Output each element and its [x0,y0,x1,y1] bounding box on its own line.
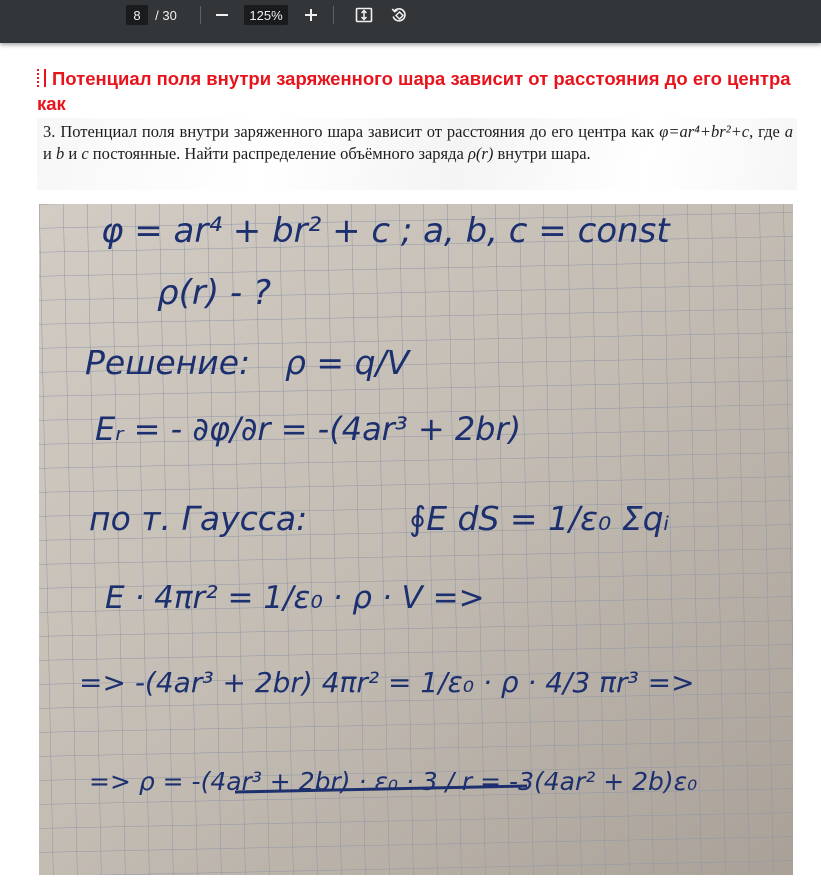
zoom-level-input[interactable]: 125% [244,5,288,25]
page-total: / 30 [155,7,177,23]
fit-to-page-button[interactable] [351,0,377,30]
hw-line-5-label: по т. Гаусса: [89,499,308,538]
problem-text-2: , где [749,122,780,141]
hw-line-2: ρ(r) - ? [157,273,272,313]
page-heading [37,66,797,116]
hw-line-3-formula: ρ = q/V [285,343,410,382]
problem-rho: ρ(r) [468,144,494,163]
problem-text-3: постоянные. Найти распределение объёмного заряда [92,144,464,163]
problem-formula: φ=ar⁴+br²+c [659,122,750,141]
problem-scan [37,118,797,190]
rotate-button[interactable] [386,0,412,30]
bullet-icon [37,69,46,87]
graph-paper [39,204,793,875]
hw-line-5-formula: ∮E dS = 1/ε₀ Σqᵢ [409,499,670,538]
hw-line-1: φ = ar⁴ + br² + c ; a, b, c = const [101,211,670,251]
problem-text-and2: и [68,144,78,163]
minus-icon [215,8,229,22]
toolbar-divider [200,6,201,24]
solution-photo [39,204,793,875]
problem-text-and: и [43,144,52,163]
fit-page-icon [355,6,373,24]
problem-var-c: c [81,144,89,163]
problem-text-1: Потенциал поля внутри заряженного шара зависит от расстояния до его центра как [60,122,655,141]
plus-icon [304,8,318,22]
hw-line-6: E · 4πr² = 1/ε₀ · ρ · V => [105,580,485,616]
page-heading-text: Потенциал поля внутри заряженного шара зависит от расстояния до его центра как [37,68,791,114]
toolbar-divider [333,6,334,24]
zoom-out-button[interactable] [209,0,235,30]
pdf-toolbar [0,0,821,43]
page-number-input[interactable]: 8 [126,5,148,25]
hw-line-7: => -(4ar³ + 2br) 4πr² = 1/ε₀ · ρ · 4/3 πr³ => [79,666,695,699]
problem-var-a: a [784,122,794,141]
hw-line-8: => ρ = -(4ar³ + 2br) · ε₀ · 3 / r = -3(4ar² + 2b)ε₀ [89,767,698,796]
problem-text-4: внутри шара. [497,144,591,163]
hw-line-3-label: Решение: [85,343,251,382]
problem-text [43,121,793,165]
problem-number: 3. [43,122,56,141]
zoom-in-button[interactable] [298,0,324,30]
problem-var-b: b [55,144,65,163]
rotate-icon [390,6,408,24]
hw-line-4: Eᵣ = - ∂φ/∂r = -(4ar³ + 2br) [95,410,522,448]
